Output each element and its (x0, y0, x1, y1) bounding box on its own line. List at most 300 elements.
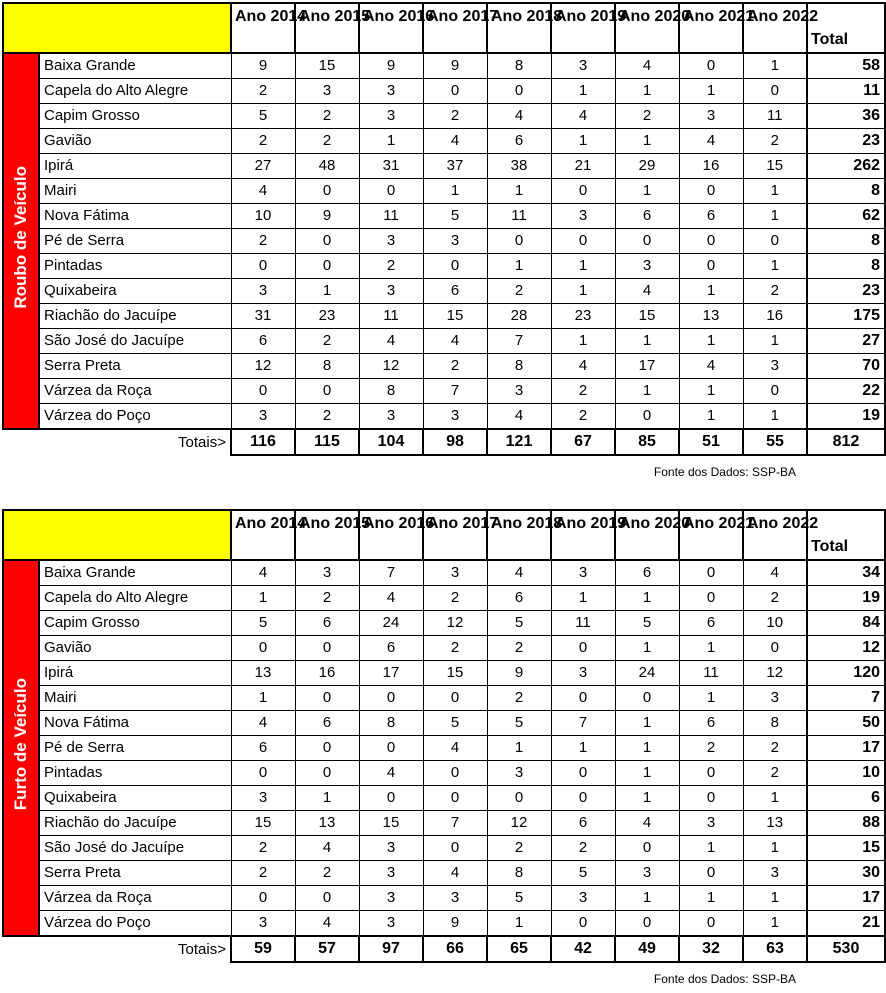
cell-value: 4 (487, 404, 551, 430)
cell-value: 4 (231, 711, 295, 736)
municipality-name: Capela do Alto Alegre (39, 79, 231, 104)
cell-value: 12 (359, 354, 423, 379)
cell-value: 4 (359, 329, 423, 354)
cell-value: 1 (551, 254, 615, 279)
table-row (3, 886, 885, 911)
table-row (3, 304, 885, 329)
municipality-name: Várzea do Poço (39, 911, 231, 937)
table-row (3, 354, 885, 379)
cell-value: 1 (679, 329, 743, 354)
cell-value: 0 (551, 786, 615, 811)
cell-value: 3 (679, 811, 743, 836)
cell-value: 1 (615, 379, 679, 404)
cell-value: 3 (423, 560, 487, 586)
cell-value: 17 (615, 354, 679, 379)
cell-value: 2 (679, 736, 743, 761)
cell-value: 2 (359, 254, 423, 279)
cell-value: 1 (551, 129, 615, 154)
header-corner (3, 510, 231, 560)
cell-value: 1 (743, 329, 807, 354)
municipality-name: Pintadas (39, 254, 231, 279)
cell-value: 1 (679, 379, 743, 404)
cell-value: 0 (615, 404, 679, 430)
municipality-name: Pé de Serra (39, 229, 231, 254)
cell-value: 0 (743, 636, 807, 661)
table-row (3, 179, 885, 204)
row-total: 120 (807, 661, 885, 686)
year-header: Ano 2022 (743, 3, 807, 53)
furto-table-section (2, 509, 884, 963)
cell-value: 0 (551, 229, 615, 254)
cell-value: 1 (615, 711, 679, 736)
cell-value: 0 (551, 911, 615, 937)
cell-value: 0 (359, 736, 423, 761)
cell-value: 2 (743, 586, 807, 611)
cell-value: 0 (423, 836, 487, 861)
row-total: 17 (807, 736, 885, 761)
cell-value: 3 (551, 560, 615, 586)
cell-value: 1 (615, 79, 679, 104)
row-total: 23 (807, 129, 885, 154)
table-row (3, 53, 885, 79)
cell-value: 1 (551, 586, 615, 611)
cell-value: 6 (615, 560, 679, 586)
cell-value: 0 (679, 586, 743, 611)
category-text: Roubo de Veículo (11, 165, 30, 309)
cell-value: 3 (295, 79, 359, 104)
cell-value: 6 (679, 611, 743, 636)
cell-value: 1 (679, 636, 743, 661)
table-row (3, 711, 885, 736)
totals-row (3, 429, 885, 455)
cell-value: 6 (679, 204, 743, 229)
roubo-table (2, 2, 886, 456)
cell-value: 0 (231, 636, 295, 661)
cell-value: 4 (295, 911, 359, 937)
cell-value: 23 (295, 304, 359, 329)
cell-value: 8 (487, 354, 551, 379)
cell-value: 9 (423, 53, 487, 79)
cell-value: 1 (551, 329, 615, 354)
cell-value: 5 (551, 861, 615, 886)
cell-value: 3 (359, 861, 423, 886)
cell-value: 1 (295, 786, 359, 811)
cell-value: 0 (551, 761, 615, 786)
cell-value: 3 (231, 786, 295, 811)
table-row (3, 560, 885, 586)
year-total: 59 (231, 936, 295, 962)
cell-value: 6 (231, 329, 295, 354)
cell-value: 1 (679, 886, 743, 911)
cell-value: 0 (359, 179, 423, 204)
row-total: 58 (807, 53, 885, 79)
table-row (3, 636, 885, 661)
row-total: 19 (807, 586, 885, 611)
municipality-name: Nova Fátima (39, 711, 231, 736)
year-total: 97 (359, 936, 423, 962)
cell-value: 3 (295, 560, 359, 586)
cell-value: 0 (679, 786, 743, 811)
row-total: 23 (807, 279, 885, 304)
cell-value: 0 (615, 836, 679, 861)
cell-value: 4 (679, 129, 743, 154)
cell-value: 0 (743, 229, 807, 254)
municipality-name: Ipirá (39, 154, 231, 179)
row-total: 50 (807, 711, 885, 736)
cell-value: 6 (487, 586, 551, 611)
grand-total: 812 (807, 429, 885, 455)
cell-value: 0 (423, 79, 487, 104)
year-header: Ano 2020 (615, 510, 679, 560)
cell-value: 7 (423, 379, 487, 404)
cell-value: 0 (231, 254, 295, 279)
cell-value: 21 (551, 154, 615, 179)
grand-total: 530 (807, 936, 885, 962)
cell-value: 2 (295, 104, 359, 129)
year-total: 66 (423, 936, 487, 962)
cell-value: 15 (615, 304, 679, 329)
cell-value: 17 (359, 661, 423, 686)
table-row (3, 204, 885, 229)
municipality-name: São José do Jacuípe (39, 329, 231, 354)
cell-value: 10 (231, 204, 295, 229)
cell-value: 1 (615, 329, 679, 354)
cell-value: 0 (615, 229, 679, 254)
municipality-name: São José do Jacuípe (39, 836, 231, 861)
cell-value: 24 (615, 661, 679, 686)
cell-value: 2 (231, 836, 295, 861)
cell-value: 4 (423, 736, 487, 761)
year-total: 121 (487, 429, 551, 455)
cell-value: 4 (615, 811, 679, 836)
cell-value: 3 (423, 404, 487, 430)
cell-value: 3 (231, 404, 295, 430)
cell-value: 2 (231, 861, 295, 886)
row-total: 8 (807, 179, 885, 204)
table-row (3, 79, 885, 104)
cell-value: 0 (615, 911, 679, 937)
cell-value: 31 (359, 154, 423, 179)
cell-value: 6 (679, 711, 743, 736)
cell-value: 0 (551, 636, 615, 661)
cell-value: 1 (743, 404, 807, 430)
row-total: 11 (807, 79, 885, 104)
cell-value: 4 (295, 836, 359, 861)
cell-value: 1 (487, 179, 551, 204)
table-row (3, 279, 885, 304)
cell-value: 6 (423, 279, 487, 304)
table-row (3, 786, 885, 811)
cell-value: 11 (487, 204, 551, 229)
cell-value: 1 (615, 761, 679, 786)
cell-value: 7 (487, 329, 551, 354)
cell-value: 4 (615, 53, 679, 79)
cell-value: 1 (615, 636, 679, 661)
row-total: 262 (807, 154, 885, 179)
cell-value: 3 (359, 886, 423, 911)
source-note: Fonte dos Dados: SSP-BA (653, 972, 796, 986)
cell-value: 0 (295, 179, 359, 204)
totals-label: Totais> (178, 940, 226, 958)
year-total: 85 (615, 429, 679, 455)
cell-value: 6 (295, 711, 359, 736)
municipality-name: Várzea da Roça (39, 886, 231, 911)
year-header: Ano 2019 (551, 510, 615, 560)
cell-value: 2 (231, 229, 295, 254)
row-total: 7 (807, 686, 885, 711)
cell-value: 1 (615, 129, 679, 154)
cell-value: 2 (487, 279, 551, 304)
cell-value: 13 (743, 811, 807, 836)
year-header: Ano 2016 (359, 3, 423, 53)
row-total: 84 (807, 611, 885, 636)
cell-value: 2 (295, 861, 359, 886)
cell-value: 4 (423, 329, 487, 354)
totals-label: Totais> (178, 433, 226, 451)
cell-value: 2 (423, 636, 487, 661)
table-row (3, 104, 885, 129)
year-total: 49 (615, 936, 679, 962)
source-note: Fonte dos Dados: SSP-BA (653, 465, 796, 479)
row-total: 8 (807, 254, 885, 279)
cell-value: 6 (615, 204, 679, 229)
cell-value: 1 (743, 204, 807, 229)
municipality-name: Nova Fátima (39, 204, 231, 229)
year-total: 67 (551, 429, 615, 455)
year-header: Ano 2021 (679, 3, 743, 53)
table-row (3, 861, 885, 886)
row-total: 62 (807, 204, 885, 229)
cell-value: 0 (295, 686, 359, 711)
cell-value: 1 (679, 686, 743, 711)
municipality-name: Várzea da Roça (39, 379, 231, 404)
cell-value: 0 (423, 786, 487, 811)
cell-value: 3 (487, 761, 551, 786)
cell-value: 3 (359, 404, 423, 430)
cell-value: 5 (423, 204, 487, 229)
table-row (3, 661, 885, 686)
row-total: 36 (807, 104, 885, 129)
cell-value: 6 (551, 811, 615, 836)
cell-value: 2 (295, 404, 359, 430)
year-total: 55 (743, 429, 807, 455)
cell-value: 4 (231, 179, 295, 204)
cell-value: 8 (487, 861, 551, 886)
table-row (3, 379, 885, 404)
cell-value: 5 (487, 711, 551, 736)
cell-value: 6 (487, 129, 551, 154)
table-row (3, 129, 885, 154)
row-total: 22 (807, 379, 885, 404)
cell-value: 2 (423, 354, 487, 379)
cell-value: 0 (295, 636, 359, 661)
municipality-name: Baixa Grande (39, 560, 231, 586)
cell-value: 0 (295, 886, 359, 911)
table-row (3, 836, 885, 861)
year-total: 104 (359, 429, 423, 455)
cell-value: 10 (743, 611, 807, 636)
cell-value: 37 (423, 154, 487, 179)
cell-value: 24 (359, 611, 423, 636)
cell-value: 0 (423, 254, 487, 279)
municipality-name: Capela do Alto Alegre (39, 586, 231, 611)
cell-value: 2 (423, 104, 487, 129)
cell-value: 2 (487, 836, 551, 861)
cell-value: 1 (551, 279, 615, 304)
cell-value: 4 (359, 586, 423, 611)
cell-value: 0 (231, 761, 295, 786)
year-total: 115 (295, 429, 359, 455)
municipality-name: Riachão do Jacuípe (39, 811, 231, 836)
cell-value: 3 (359, 279, 423, 304)
cell-value: 0 (487, 79, 551, 104)
cell-value: 3 (231, 911, 295, 937)
cell-value: 48 (295, 154, 359, 179)
cell-value: 1 (295, 279, 359, 304)
cell-value: 2 (295, 129, 359, 154)
cell-value: 2 (423, 586, 487, 611)
year-header: Ano 2015 (295, 510, 359, 560)
cell-value: 4 (615, 279, 679, 304)
cell-value: 1 (487, 911, 551, 937)
year-header: Ano 2018 (487, 510, 551, 560)
year-total: 116 (231, 429, 295, 455)
row-total: 8 (807, 229, 885, 254)
cell-value: 3 (551, 661, 615, 686)
municipality-name: Serra Preta (39, 354, 231, 379)
cell-value: 2 (551, 836, 615, 861)
total-header: Total (807, 510, 885, 560)
cell-value: 1 (551, 79, 615, 104)
cell-value: 1 (487, 736, 551, 761)
year-header: Ano 2017 (423, 510, 487, 560)
cell-value: 0 (423, 761, 487, 786)
cell-value: 2 (551, 379, 615, 404)
cell-value: 0 (679, 560, 743, 586)
category-text: Furto de Veículo (11, 677, 30, 811)
cell-value: 13 (231, 661, 295, 686)
cell-value: 9 (423, 911, 487, 937)
cell-value: 0 (295, 379, 359, 404)
table-row (3, 154, 885, 179)
table-row (3, 404, 885, 430)
cell-value: 11 (359, 304, 423, 329)
municipality-name: Ipirá (39, 661, 231, 686)
cell-value: 4 (743, 560, 807, 586)
cell-value: 1 (743, 786, 807, 811)
cell-value: 0 (487, 786, 551, 811)
cell-value: 5 (231, 611, 295, 636)
roubo-table-section (2, 2, 884, 456)
cell-value: 27 (231, 154, 295, 179)
cell-value: 3 (551, 886, 615, 911)
row-total: 15 (807, 836, 885, 861)
cell-value: 2 (743, 736, 807, 761)
municipality-name: Mairi (39, 179, 231, 204)
table-row (3, 329, 885, 354)
cell-value: 15 (423, 661, 487, 686)
cell-value: 5 (231, 104, 295, 129)
year-header: Ano 2022 (743, 510, 807, 560)
year-header: Ano 2019 (551, 3, 615, 53)
year-total: 98 (423, 429, 487, 455)
cell-value: 3 (615, 254, 679, 279)
municipality-name: Quixabeira (39, 279, 231, 304)
cell-value: 0 (679, 53, 743, 79)
cell-value: 16 (679, 154, 743, 179)
furto-table (2, 509, 886, 963)
cell-value: 2 (551, 404, 615, 430)
municipality-name: Mairi (39, 686, 231, 711)
cell-value: 1 (743, 179, 807, 204)
cell-value: 3 (359, 104, 423, 129)
cell-value: 3 (359, 836, 423, 861)
cell-value: 0 (679, 861, 743, 886)
row-total: 6 (807, 786, 885, 811)
municipality-name: Gavião (39, 636, 231, 661)
year-total: 63 (743, 936, 807, 962)
cell-value: 1 (615, 786, 679, 811)
cell-value: 7 (423, 811, 487, 836)
year-total: 32 (679, 936, 743, 962)
municipality-name: Riachão do Jacuípe (39, 304, 231, 329)
cell-value: 3 (359, 229, 423, 254)
cell-value: 11 (743, 104, 807, 129)
cell-value: 4 (551, 104, 615, 129)
year-header: Ano 2015 (295, 3, 359, 53)
cell-value: 4 (679, 354, 743, 379)
cell-value: 1 (679, 836, 743, 861)
cell-value: 0 (295, 229, 359, 254)
cell-value: 1 (679, 279, 743, 304)
cell-value: 4 (423, 861, 487, 886)
cell-value: 1 (487, 254, 551, 279)
cell-value: 4 (487, 560, 551, 586)
cell-value: 0 (615, 686, 679, 711)
year-header: Ano 2017 (423, 3, 487, 53)
cell-value: 1 (679, 404, 743, 430)
cell-value: 0 (359, 686, 423, 711)
cell-value: 1 (359, 129, 423, 154)
table-row (3, 811, 885, 836)
cell-value: 0 (295, 736, 359, 761)
cell-value: 1 (615, 886, 679, 911)
year-header: Ano 2021 (679, 510, 743, 560)
cell-value: 3 (359, 911, 423, 937)
cell-value: 3 (423, 886, 487, 911)
cell-value: 4 (231, 560, 295, 586)
cell-value: 15 (359, 811, 423, 836)
cell-value: 1 (615, 586, 679, 611)
header-corner (3, 3, 231, 53)
header-row (3, 3, 885, 53)
cell-value: 3 (423, 229, 487, 254)
cell-value: 1 (743, 53, 807, 79)
cell-value: 3 (487, 379, 551, 404)
cell-value: 12 (487, 811, 551, 836)
year-header: Ano 2016 (359, 510, 423, 560)
cell-value: 4 (359, 761, 423, 786)
table-row (3, 586, 885, 611)
cell-value: 8 (295, 354, 359, 379)
table-row (3, 736, 885, 761)
row-total: 30 (807, 861, 885, 886)
municipality-name: Pé de Serra (39, 736, 231, 761)
cell-value: 9 (487, 661, 551, 686)
cell-value: 2 (231, 129, 295, 154)
cell-value: 5 (487, 611, 551, 636)
cell-value: 38 (487, 154, 551, 179)
